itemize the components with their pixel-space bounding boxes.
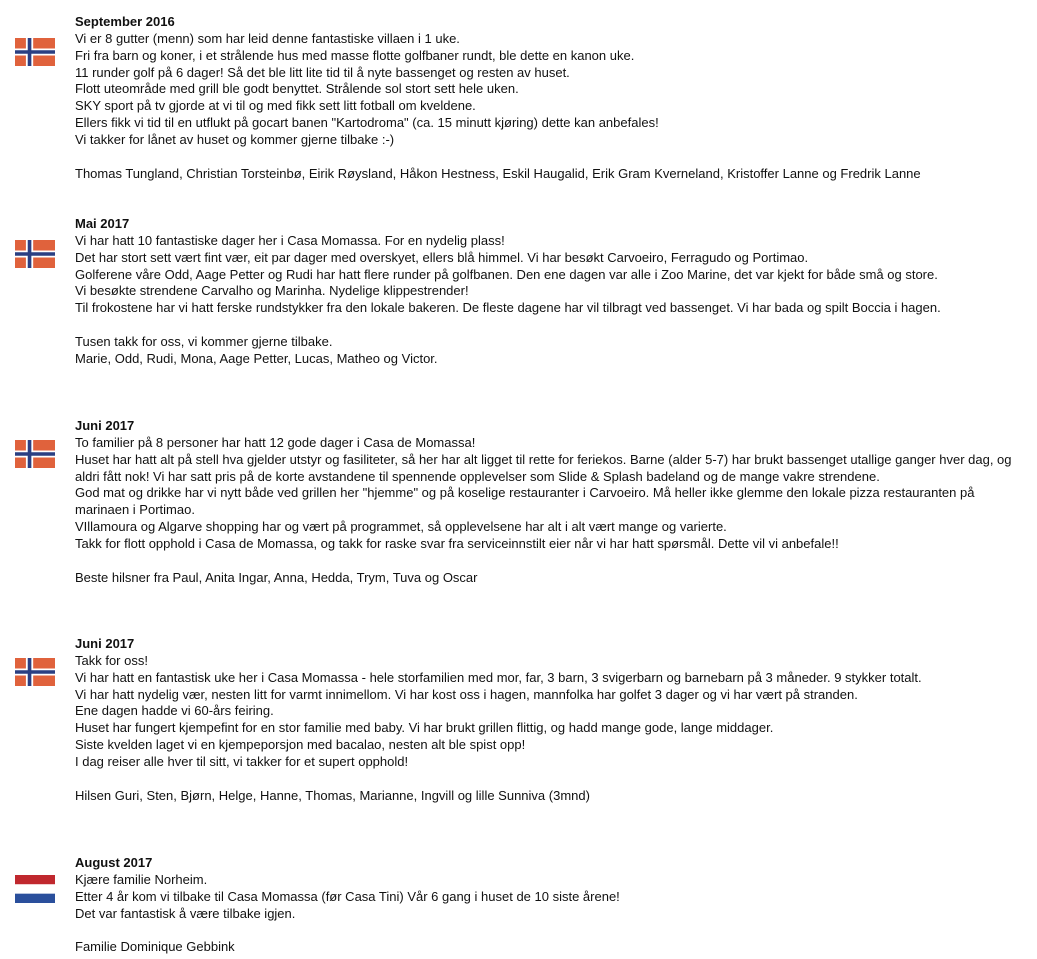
blank-line xyxy=(75,771,1030,788)
entry-line: I dag reiser alle hver til sitt, vi takker for et supert opphold! xyxy=(75,753,409,769)
blank-line xyxy=(75,922,1030,939)
entry-line: Vi takker for lånet av huset og kommer gjerne tilbake :-) xyxy=(75,131,395,147)
entry-text xyxy=(75,14,1030,182)
entry-line: Ellers fikk vi tid til en utflukt på gocart banen "Kartodroma" (ca. 15 minutt kjøring) dette kan anbefales! xyxy=(75,115,659,131)
entry-line: VIllamoura og Algarve shopping har og vært på programmet, så opplevelsene har alt i alt vært mange og varierte. xyxy=(75,519,727,535)
entry-line: Til frokostene har vi hatt ferske rundstykker fra den lokale bakeren. De fleste dagene har vil tilbragt ved bassenget. Vi har bada og spilt Boccia i hagen. xyxy=(75,300,941,316)
entry-line: Takk for flott opphold i Casa de Momassa, og takk for raske svar fra serviceinnstilt eier når vi har hatt spørsmål. Dette vil vi anbefale!! xyxy=(75,535,839,551)
entry-date: August 2017 xyxy=(75,855,153,870)
entry-signature: Hilsen Guri, Sten, Bjørn, Helge, Hanne, Thomas, Marianne, Ingvill og lille Sunniva (3mnd) xyxy=(75,787,590,803)
norway-flag-icon xyxy=(15,440,55,468)
entry-line: Siste kvelden laget vi en kjempeporsjon med bacalao, nesten alt ble spist opp! xyxy=(75,737,526,753)
entry-text xyxy=(75,216,1030,368)
entry-line: Golferene våre Odd, Aage Petter og Rudi har hatt flere runder på golfbanen. Den ene dagen var alle i Zoo Marine, det var kjekt for både små og store. xyxy=(75,266,938,282)
entry-line: God mat og drikke har vi nytt både ved grillen her "hjemme" og på koselige restauranter i Carvoeiro. Må heller ikke glemme den lokale pizza restauranten på marinaen i Portimao. xyxy=(75,485,975,518)
norway-flag-icon xyxy=(15,240,55,268)
entry-signature: Marie, Odd, Rudi, Mona, Aage Petter, Lucas, Matheo og Victor. xyxy=(75,350,438,366)
entry-line: Vi besøkte strendene Carvalho og Marinha. Nydelige klippestrender! xyxy=(75,283,469,299)
entry-line: Fri fra barn og koner, i et strålende hus med masse flotte golfbaner rundt, ble dette en kanon uke. xyxy=(75,47,635,63)
entry-signature: Familie Dominique Gebbink xyxy=(75,939,235,955)
entry-signature: Beste hilsner fra Paul, Anita Ingar, Anna, Hedda, Trym, Tuva og Oscar xyxy=(75,569,478,585)
entry-line: SKY sport på tv gjorde at vi til og med fikk sett litt fotball om kveldene. xyxy=(75,98,476,114)
entry-line: Huset har hatt alt på stell hva gjelder utstyr og fasiliteter, så her har alt ligget til rette for feriekos. Barne (alder 5-7) har brukt bassenget utallige ganger hver dag, og aldri fått nok! Vi har satt pris på de korte avstandene til spennende opplevelser som Slide & Splash badeland og de mange vakre strendene. xyxy=(75,451,1012,484)
entry-line: 11 runder golf på 6 dager! Så det ble litt lite tid til å nyte bassenget og resten av huset. xyxy=(75,64,570,80)
entry-line: Vi har hatt nydelig vær, nesten litt for varmt innimellom. Vi har kost oss i hagen, mannfolka har golfet 3 dager og vi har vært på stranden. xyxy=(75,686,858,702)
entry-line: To familier på 8 personer har hatt 12 gode dager i Casa de Momassa! xyxy=(75,434,476,450)
netherlands-flag-icon xyxy=(15,875,55,903)
entry-line: Vi har hatt en fantastisk uke her i Casa Momassa - hele storfamilien med mor, far, 3 barn, 3 svigerbarn og barnebarn på 3 måneder. 9 stykker totalt. xyxy=(75,669,922,685)
blank-line xyxy=(75,149,1030,166)
entry-date: Juni 2017 xyxy=(75,418,135,433)
entry-signature: Thomas Tungland, Christian Torsteinbø, Eirik Røysland, Håkon Hestness, Eskil Haugalid, Erik Gram Kverneland, Kristoffer Lanne og Fredrik Lanne xyxy=(75,165,921,181)
entry-text xyxy=(75,418,1030,586)
entry-date: Mai 2017 xyxy=(75,216,130,231)
entry-line: Vi har hatt 10 fantastiske dager her i Casa Momassa. For en nydelig plass! xyxy=(75,232,505,248)
entry-line: Kjære familie Norheim. xyxy=(75,871,208,887)
entry-date: Juni 2017 xyxy=(75,636,135,651)
entry-date: September 2016 xyxy=(75,14,175,29)
entry-text xyxy=(75,636,1030,804)
entry-line: Vi er 8 gutter (menn) som har leid denne fantastiske villaen i 1 uke. xyxy=(75,30,460,46)
entry-text xyxy=(75,855,1030,956)
blank-line xyxy=(75,553,1030,570)
entry-line: Flott uteområde med grill ble godt benyttet. Strålende sol stort sett hele uken. xyxy=(75,81,519,97)
entry-line: Det har stort sett vært fint vær, eit par dager med overskyet, ellers blå himmel. Vi har besøkt Carvoeiro, Ferragudo og Portimao. xyxy=(75,249,809,265)
norway-flag-icon xyxy=(15,658,55,686)
entry-line: Takk for oss! xyxy=(75,652,148,668)
entry-line: Tusen takk for oss, vi kommer gjerne tilbake. xyxy=(75,333,333,349)
norway-flag-icon xyxy=(15,38,55,66)
entry-line: Huset har fungert kjempefint for en stor familie med baby. Vi har brukt grillen flittig, og hadd mange gode, lange middager. xyxy=(75,720,774,736)
blank-line xyxy=(75,317,1030,334)
entry-line: Etter 4 år kom vi tilbake til Casa Momassa (før Casa Tini) Vår 6 gang i huset de 10 siste årene! xyxy=(75,888,620,904)
entry-line: Det var fantastisk å være tilbake igjen. xyxy=(75,905,296,921)
entry-line: Ene dagen hadde vi 60-års feiring. xyxy=(75,703,274,719)
